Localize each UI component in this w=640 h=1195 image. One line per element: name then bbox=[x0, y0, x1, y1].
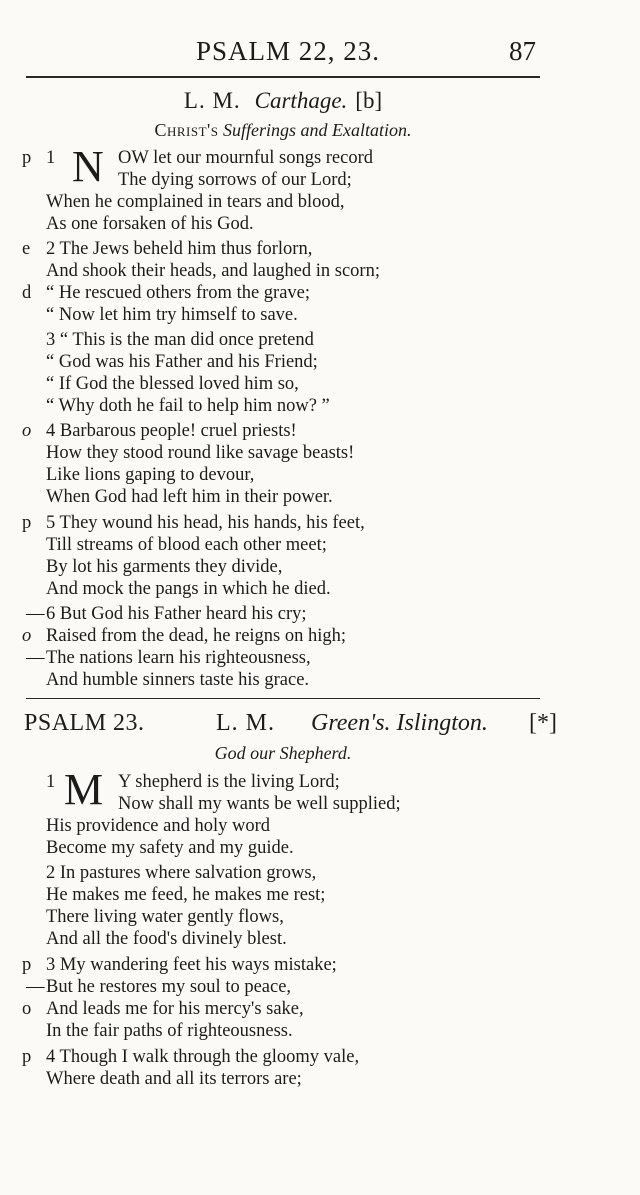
verse-line: In the fair paths of righteousness. bbox=[46, 1021, 293, 1041]
psalm22-subject-name: Christ's bbox=[154, 120, 219, 140]
verse-line: The nations learn his righteousness, bbox=[46, 648, 311, 668]
stanza-number: 1 bbox=[46, 148, 56, 168]
dynamic-mark: p bbox=[22, 513, 32, 533]
verse-line: 5 They wound his head, his hands, his feet, bbox=[46, 513, 365, 533]
verse-line: Become my safety and my guide. bbox=[46, 838, 294, 858]
verse-line: And shook their heads, and laughed in scorn; bbox=[46, 261, 380, 281]
verse-line: 4 Barbarous people! cruel priests! bbox=[46, 421, 297, 441]
verse-line: How they stood round like savage beasts! bbox=[46, 443, 355, 463]
running-head bbox=[0, 36, 640, 70]
dynamic-mark: p bbox=[22, 1047, 32, 1067]
verse-line: His providence and holy word bbox=[46, 816, 271, 836]
verse-line: “ Why doth he fail to help him now? ” bbox=[46, 396, 330, 416]
verse-line: When he complained in tears and blood, bbox=[46, 192, 345, 212]
verse-line: 2 The Jews beheld him thus forlorn, bbox=[46, 239, 313, 259]
psalm23-meter: L. M. bbox=[216, 710, 275, 736]
drop-cap: M bbox=[64, 765, 104, 814]
stanza-number: 1 bbox=[46, 772, 56, 792]
verse-line: And humble sinners taste his grace. bbox=[46, 670, 310, 690]
psalm23-title: PSALM 23. bbox=[24, 710, 145, 736]
verse-line: As one forsaken of his God. bbox=[46, 214, 254, 234]
page-number: 87 bbox=[509, 36, 536, 66]
verse-line: Till streams of blood each other meet; bbox=[46, 535, 327, 555]
verse-line: Now shall my wants be well supplied; bbox=[118, 794, 401, 814]
verse-line: Raised from the dead, he reigns on high; bbox=[46, 626, 347, 646]
verse-line: When God had left him in their power. bbox=[46, 487, 333, 507]
verse-line: OW let our mournful songs record bbox=[118, 148, 374, 168]
verse-line: He makes me feed, he makes me rest; bbox=[46, 885, 326, 905]
psalm22-tune-mark: [b] bbox=[355, 88, 383, 113]
psalm22-subject-rest: Sufferings and Exaltation. bbox=[223, 120, 412, 140]
dash-mark: — bbox=[26, 977, 45, 997]
verse-line: 3 My wandering feet his ways mistake; bbox=[46, 955, 337, 975]
verse-line: The dying sorrows of our Lord; bbox=[118, 170, 352, 190]
dynamic-mark: o bbox=[22, 421, 32, 441]
verse-line: And leads me for his mercy's sake, bbox=[46, 999, 304, 1019]
verse-line: Where death and all its terrors are; bbox=[46, 1069, 302, 1089]
verse-line: “ Now let him try himself to save. bbox=[46, 305, 298, 325]
verse-line: 4 Though I walk through the gloomy vale, bbox=[46, 1047, 360, 1067]
header-rule bbox=[26, 76, 540, 78]
verse-line: “ He rescued others from the grave; bbox=[46, 283, 311, 303]
psalm22-tune-line bbox=[26, 88, 540, 114]
psalm22-meter: L. M. bbox=[183, 88, 241, 113]
verse-line: There living water gently flows, bbox=[46, 907, 284, 927]
drop-cap: N bbox=[72, 142, 104, 191]
psalm23-tune-name: Green's. Islington. bbox=[311, 710, 488, 736]
psalm23-subject: God our Shepherd. bbox=[214, 743, 352, 763]
verse-line: 2 In pastures where salvation grows, bbox=[46, 863, 317, 883]
psalm23-heading bbox=[24, 710, 557, 744]
running-head-title: PSALM 22, 23. bbox=[195, 36, 380, 66]
verse-line: Like lions gaping to devour, bbox=[46, 465, 255, 485]
verse-line: Y shepherd is the living Lord; bbox=[118, 772, 340, 792]
verse-line: “ God was his Father and his Friend; bbox=[46, 352, 318, 372]
verse-line: But he restores my soul to peace, bbox=[46, 977, 292, 997]
verse-line: 3 “ This is the man did once pretend bbox=[46, 330, 314, 350]
section-divider bbox=[26, 698, 540, 699]
psalm22-tune-name: Carthage. bbox=[254, 88, 348, 113]
dynamic-mark: e bbox=[22, 239, 31, 259]
dash-mark: — bbox=[26, 604, 45, 624]
dash-mark: — bbox=[26, 648, 45, 668]
verse-line: And all the food's divinely blest. bbox=[46, 929, 287, 949]
dynamic-mark: p bbox=[22, 148, 32, 168]
verse-line: By lot his garments they divide, bbox=[46, 557, 283, 577]
psalm23-tune-mark: [*] bbox=[529, 710, 557, 736]
psalm22-subject bbox=[26, 120, 540, 141]
dynamic-mark: o bbox=[22, 626, 32, 646]
verse-line: And mock the pangs in which he died. bbox=[46, 579, 331, 599]
dynamic-mark: o bbox=[22, 999, 32, 1019]
dynamic-mark: d bbox=[22, 283, 32, 303]
verse-line: 6 But God his Father heard his cry; bbox=[46, 604, 307, 624]
dynamic-mark: p bbox=[22, 955, 32, 975]
verse-line: “ If God the blessed loved him so, bbox=[46, 374, 299, 394]
